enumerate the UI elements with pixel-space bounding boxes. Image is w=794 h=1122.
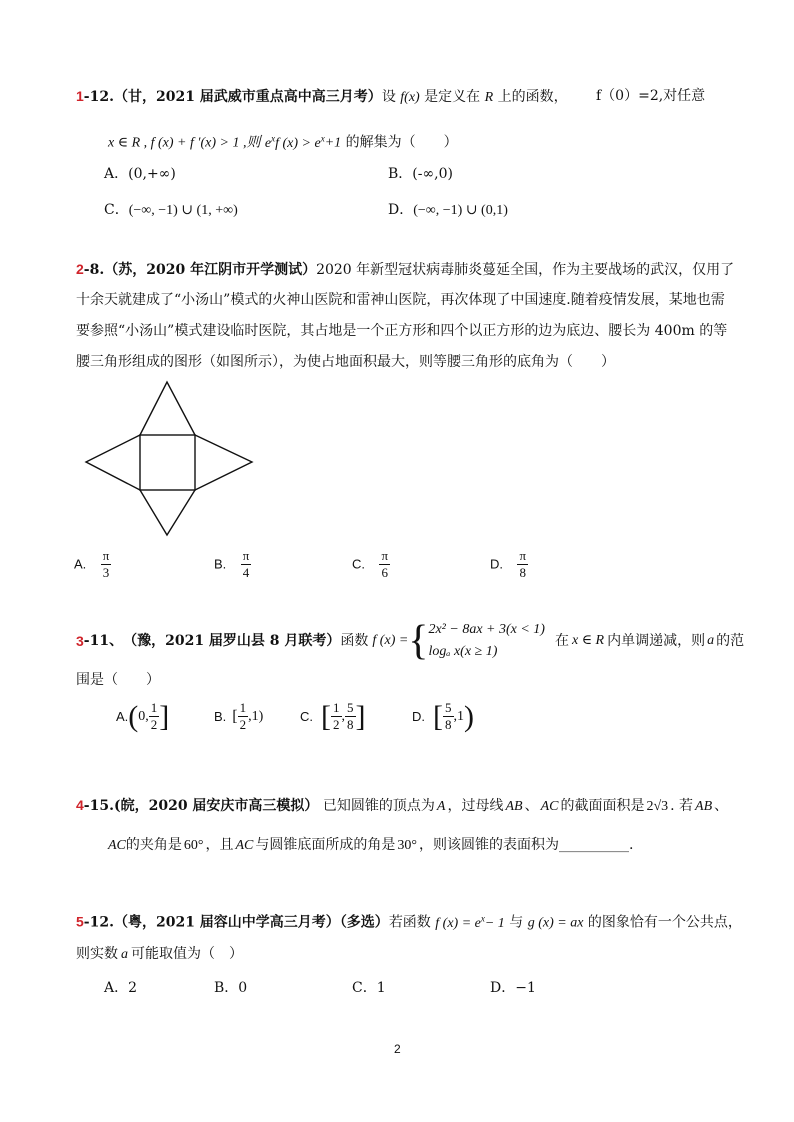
option-c[interactable]: C. $\frac{\pi}{6}$ bbox=[352, 548, 389, 580]
option-d[interactable]: D．−1 bbox=[490, 980, 536, 996]
multi-select-tag: （多选） bbox=[339, 914, 389, 931]
stem-text: 在 bbox=[554, 633, 569, 649]
question-4-line2: AC的夹角是 60° ，且 AC 与圆锥底面所成的角是 30° ，则该圆锥的表面积为__________. bbox=[108, 837, 634, 853]
right-triangle bbox=[195, 435, 252, 490]
option-a[interactable]: A．(0,+∞) bbox=[104, 166, 176, 182]
option-b[interactable]: B. [ $\frac{1}{2}$ ,1) bbox=[214, 700, 264, 732]
option-a[interactable]: A. ( 0, $\frac{1}{2}$ ] bbox=[116, 699, 170, 733]
stem-text: 函数 bbox=[340, 633, 369, 649]
question-suffix: -11、 bbox=[83, 633, 124, 649]
bottom-triangle bbox=[140, 490, 195, 535]
option-a[interactable]: A. $\frac{\pi}{3}$ bbox=[74, 548, 110, 580]
math-angle: 60° bbox=[183, 838, 204, 853]
question-2-line1 bbox=[76, 259, 734, 280]
question-2-line3: 要参照“小汤山”模式建设临时医院，其占地是一个正方形和四个以正方形的边为底边、腰长为 400m 的等 bbox=[76, 323, 728, 339]
question-source: （甘，2021 届武威市重点高中高三月考） bbox=[113, 89, 382, 105]
question-number: 1 bbox=[76, 88, 84, 104]
math-f: f $(x) = e^x- 1$ bbox=[435, 913, 505, 931]
piecewise-cases bbox=[428, 619, 545, 663]
question-3-line2: 围是（ ） bbox=[76, 672, 160, 688]
question-suffix: -8. bbox=[83, 262, 105, 278]
question-source: (皖，2020 届安庆市高三模拟） bbox=[113, 798, 319, 814]
option-b[interactable]: B．(-∞,0) bbox=[388, 166, 453, 182]
left-triangle bbox=[86, 435, 140, 490]
question-source: （粤，2021 届容山中学高三月考） bbox=[113, 914, 340, 931]
option-d[interactable]: D. $\frac{\pi}{8}$ bbox=[490, 548, 527, 580]
question-suffix: -12. bbox=[83, 914, 114, 931]
question-1-stem bbox=[76, 86, 568, 108]
question-suffix: -12. bbox=[83, 89, 114, 105]
question-number: 3 bbox=[76, 633, 84, 649]
question-2-line4: 腰三角形组成的图形（如图所示），为使占地面积最大，则等腰三角形的底角为（ ） bbox=[76, 354, 615, 370]
center-square bbox=[140, 435, 195, 490]
option-c[interactable]: C. [ $\frac{1}{2}$ , $\frac{5}{8}$ ] bbox=[300, 699, 366, 733]
question-1-line2 bbox=[108, 128, 458, 154]
stem-text: 是定义在 bbox=[424, 89, 481, 105]
question-number: 5 bbox=[76, 913, 84, 930]
square-triangles-figure bbox=[80, 380, 260, 540]
option-c[interactable]: C．(−∞, −1) ∪ (1, +∞) bbox=[104, 202, 238, 218]
math-fx: f(x) bbox=[400, 90, 420, 105]
math-angle: 30° bbox=[397, 838, 417, 853]
math-a: a bbox=[707, 633, 715, 648]
math-condition: x ∈ R , f (x) + f ′(x) > 1 ,则 bbox=[108, 135, 261, 151]
page-number: 2 bbox=[394, 1042, 401, 1056]
question-source: （豫，2021 届罗山县 8 月联考） bbox=[123, 633, 341, 649]
option-b[interactable]: B. $\frac{\pi}{4}$ bbox=[214, 548, 250, 580]
question-5-line2: 则实数 a 可能取值为（ ） bbox=[76, 946, 243, 962]
math-plus-one: +1 bbox=[324, 135, 342, 151]
piece-1: 2x² − 8ax + 3(x < 1) bbox=[428, 622, 545, 637]
answer-blank[interactable]: __________ bbox=[559, 837, 629, 853]
piece-2: logₐ x(x ≥ 1) bbox=[428, 644, 498, 659]
stem-text: 的范 bbox=[716, 633, 745, 649]
stem-text: 内单调递减，则 bbox=[607, 633, 706, 649]
question-suffix: -15. bbox=[83, 798, 114, 814]
stem-text: 设 bbox=[381, 89, 396, 105]
option-d[interactable]: D. [ $\frac{5}{8}$ ,1 ) bbox=[412, 699, 474, 733]
option-a[interactable]: A．2 bbox=[104, 980, 138, 996]
question-1-stem-end: f（0）=2,对任意 bbox=[596, 88, 706, 104]
math-g: g (x) = ax bbox=[527, 915, 584, 931]
top-triangle bbox=[140, 382, 195, 435]
math-area: 2√3 bbox=[646, 799, 669, 814]
math-xr: x ∈ R bbox=[571, 633, 605, 648]
question-source: （苏，2020 年江阴市开学测试） bbox=[104, 262, 317, 278]
left-brace: { bbox=[408, 618, 429, 664]
math-fx: f (x) = bbox=[372, 633, 409, 648]
question-5-stem: 5-12.（粤，2021 届容山中学高三月考）（多选）若函数 f $(x) = e^x- 1$ 与 g (x) = ax 的图象恰有一个公共点， bbox=[76, 913, 742, 931]
option-b[interactable]: B．0 bbox=[214, 980, 248, 996]
question-2-line2: 十余天就建成了“小汤山”模式的火神山医院和雷神山医院，再次体现了中国速度.随着疫情发展，某地也需 bbox=[76, 292, 725, 308]
stem-text: 2020 年新型冠状病毒肺炎蔓延全国，作为主要战场的武汉，仅用了 bbox=[316, 262, 735, 278]
option-c[interactable]: C．1 bbox=[352, 980, 386, 996]
option-d[interactable]: D．(−∞, −1) ∪ (0,1) bbox=[388, 202, 508, 218]
stem-text: 的解集为（ ） bbox=[345, 134, 458, 151]
stem-text: 已知圆锥的顶点为 bbox=[322, 798, 435, 814]
stem-text: 上的函数， bbox=[497, 89, 568, 105]
math-exp: f $(x) > e^x$ bbox=[275, 133, 325, 151]
question-4-line1: 4-15.(皖，2020 届安庆市高三模拟） 已知圆锥的顶点为 A ，过母线 AB 、 AC 的截面面积是 2√3 . 若 AB 、 bbox=[76, 797, 729, 814]
question-number: 2 bbox=[76, 261, 84, 277]
math-exp: $e^x$ bbox=[264, 133, 276, 151]
question-3-stem bbox=[76, 614, 744, 668]
math-R: R bbox=[484, 90, 494, 105]
question-number: 4 bbox=[76, 797, 84, 813]
